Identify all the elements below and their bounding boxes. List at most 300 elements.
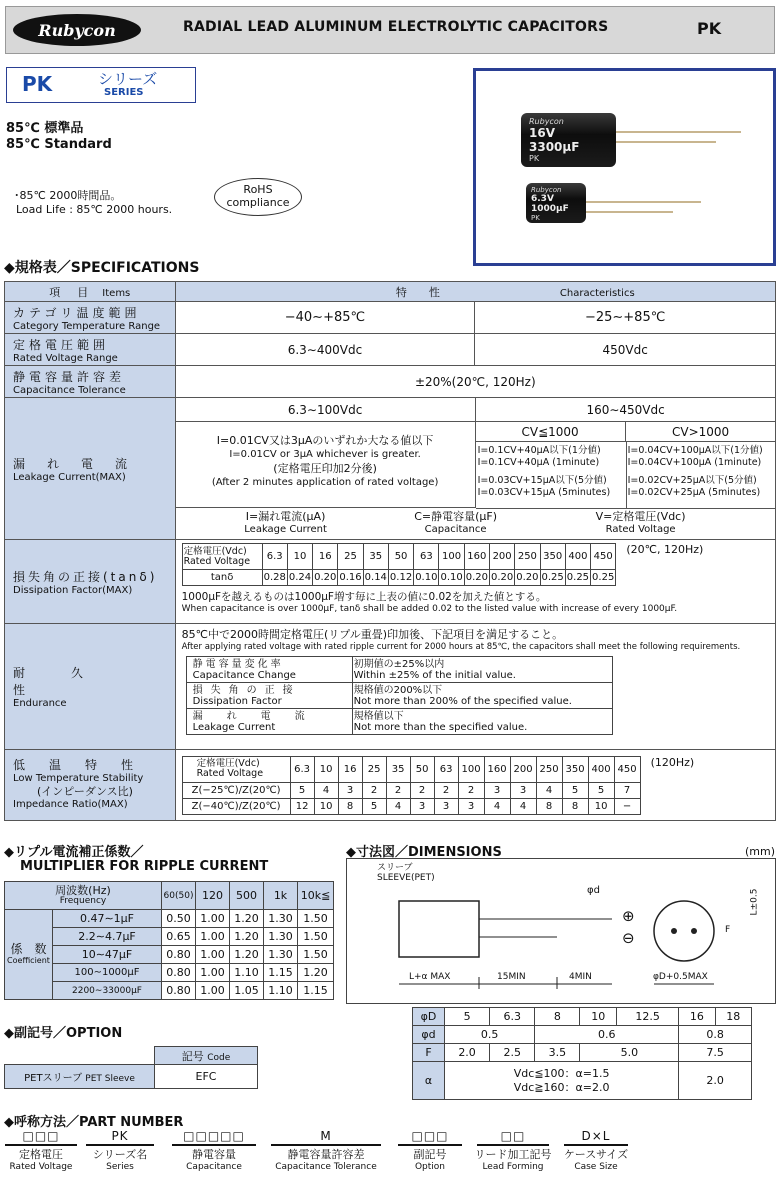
row-cap-tolerance: [5, 366, 176, 398]
dim-F-label: F: [413, 1044, 445, 1062]
option-head-en: Code: [207, 1052, 231, 1063]
lead-diameter-label: φd: [587, 885, 600, 896]
dim-D: 10: [580, 1008, 617, 1026]
leak-b2: I=0.1CV+40μA (1minute): [477, 457, 600, 468]
end-r3-en: Leakage Current: [192, 721, 276, 733]
option-head-ja: 記号: [181, 1049, 204, 1063]
voltage-value-2: 450Vdc: [475, 334, 776, 366]
coefficient-label: [5, 910, 53, 1000]
coef-value: 1.15: [298, 982, 334, 1000]
lt-volt: 160: [484, 756, 510, 782]
lt-value: 4: [536, 782, 562, 798]
end-r3-label: [186, 709, 352, 735]
lead-4min: 4MIN: [569, 972, 592, 982]
dim-F: 3.5: [535, 1044, 580, 1062]
row-rated-voltage: [5, 334, 176, 366]
sleeve-en: SLEEVE(PET): [377, 873, 435, 883]
endurance-table: [186, 656, 613, 735]
row-dissipation: [5, 540, 176, 624]
coef-value: 1.15: [264, 964, 298, 982]
df-rv-ja: 定格電圧(Vdc): [183, 545, 247, 557]
label-en: Dissipation Factor(MAX): [13, 584, 133, 596]
end-r2-value: [352, 683, 612, 709]
leak-a2: I=0.01CV or 3μA whichever is greater.: [229, 449, 421, 460]
part-en: Option: [414, 1162, 446, 1172]
leak-b1: I=0.1CV+40μA以下(1分値): [477, 445, 601, 456]
part-capacitance: [170, 1130, 258, 1174]
voltage-value-1: 6.3∼400Vdc: [175, 334, 475, 366]
lt-rv-ja: 定格電圧(Vdc): [196, 758, 260, 769]
coef-value: 1.00: [196, 982, 230, 1000]
dim-D-label: φD: [413, 1008, 445, 1026]
part-ja: 副記号: [413, 1148, 447, 1161]
diameter-max-label: φD+0.5MAX: [653, 972, 708, 982]
df-volt: 200: [489, 544, 514, 570]
df-volt: 50: [388, 544, 413, 570]
df-value: 0.14: [363, 570, 388, 586]
end-intro-en: After applying rated voltage with rated ripple current for 2000 hours at 85℃, the capacitors shall meet the following requirements.: [181, 642, 741, 652]
dim-F: 2.0: [445, 1044, 490, 1062]
df-volt: 10: [287, 544, 312, 570]
lead-wire: [581, 211, 673, 213]
freq-col: 1k: [264, 882, 298, 910]
cap-series: PK: [531, 214, 540, 222]
end-r1-v1: 初期値の±25%以内: [353, 658, 445, 670]
label-ja-2: (インピーダンス比): [37, 785, 133, 798]
part-ja: リード加工記号: [474, 1148, 552, 1161]
label-ja: 漏れ電流: [13, 456, 150, 471]
lt-volt: 450: [614, 756, 640, 782]
coef-value: 1.30: [264, 910, 298, 928]
capacitor-small: [526, 183, 586, 223]
coef-value: 0.65: [162, 928, 196, 946]
lt-value: 3: [510, 782, 536, 798]
option-label: [5, 1065, 155, 1089]
label-en: Capacitance Tolerance: [13, 384, 126, 396]
series-label-ja: シリーズ: [98, 70, 158, 88]
lt-volt: 63: [434, 756, 458, 782]
leak-a4: (After 2 minutes application of rated voltage): [211, 477, 439, 488]
cap-range: 0.47∼1μF: [53, 910, 162, 928]
end-r3-v2: Not more than the specified value.: [353, 721, 528, 733]
product-photo: [473, 68, 776, 266]
leak-c4: I=0.02CV+25μA (5minutes): [627, 487, 761, 498]
df-value: 0.24: [287, 570, 312, 586]
head-items: [5, 282, 176, 302]
coef-value: 1.00: [196, 928, 230, 946]
leak-formula-b: [478, 445, 626, 499]
part-number-title: ◆呼称方法／PART NUMBER: [4, 1115, 184, 1130]
lt-condition: (120Hz): [650, 755, 695, 769]
lt-value: 3: [410, 798, 434, 814]
leak-formula-c: [628, 445, 776, 499]
df-rv-label: [182, 544, 262, 570]
part-lead-forming: [473, 1130, 553, 1174]
lt-volt: 35: [386, 756, 410, 782]
label-ja: 損失角の正接(tanδ): [13, 569, 158, 584]
lt-value: 5: [562, 782, 588, 798]
df-value: 0.20: [464, 570, 489, 586]
part-code: □□: [500, 1129, 526, 1143]
dim-D: 5: [445, 1008, 490, 1026]
row-low-temp: [5, 750, 176, 821]
lt-value: 8: [338, 798, 362, 814]
lt-value: 5: [588, 782, 614, 798]
part-ja: 定格電圧: [19, 1148, 63, 1161]
length-label: L+α MAX: [409, 972, 451, 982]
cat-temp-value-1: −40∼+85℃: [175, 302, 475, 334]
end-r2-v2: Not more than 200% of the specified value.: [353, 695, 572, 707]
part-code: □□□□□: [183, 1129, 245, 1143]
lt-volt: 25: [362, 756, 386, 782]
ripple-title-ja: ◆リプル電流補正係数／: [4, 845, 144, 860]
l05-label: L±0.5: [749, 888, 760, 916]
part-en: Lead Forming: [482, 1162, 544, 1172]
cap-range: 2200∼33000μF: [53, 982, 162, 1000]
head-char-en: Characteristics: [559, 287, 635, 299]
lt-value: −: [614, 798, 640, 814]
df-value: 0.28: [262, 570, 287, 586]
lt-value: 5: [290, 782, 314, 798]
coef-value: 1.20: [230, 928, 264, 946]
impedance-table: [182, 756, 641, 815]
head-items-en: Items: [102, 287, 131, 299]
dimensions-unit: (mm): [745, 845, 776, 858]
series-label-en: SERIES: [104, 87, 144, 98]
lt-volt: 50: [410, 756, 434, 782]
spec-title: ◆規格表／SPECIFICATIONS: [4, 260, 200, 276]
part-en: Rated Voltage: [9, 1162, 73, 1172]
end-r1-v2: Within ±25% of the initial value.: [353, 669, 516, 681]
df-volt: 6.3: [262, 544, 287, 570]
underline: [86, 1144, 154, 1146]
rohs-badge: [214, 178, 302, 216]
ripple-freq-label: [5, 882, 162, 910]
sleeve-label: [377, 863, 435, 883]
df-value: 0.25: [540, 570, 565, 586]
df-volt: 63: [414, 544, 439, 570]
minus-icon: ⊖: [622, 929, 635, 947]
lt-volt: 200: [510, 756, 536, 782]
lt-value: 8: [536, 798, 562, 814]
coef-value: 1.00: [196, 910, 230, 928]
head-char-ja: 特 性: [395, 285, 440, 299]
head-characteristics: [175, 282, 775, 302]
tolerance-value: ±20%(20℃, 120Hz): [175, 366, 775, 398]
df-note-ja: 1000μFを越えるものは1000μF増す毎に上表の値に0.02を加えた値とする。: [181, 591, 547, 603]
spec-table: [4, 281, 776, 821]
series-code: PK: [22, 72, 53, 96]
dimension-table: [412, 1007, 752, 1100]
lt-value: 3: [484, 782, 510, 798]
lt-value: 3: [434, 798, 458, 814]
dim-d: 0.5: [445, 1026, 535, 1044]
label-en: Leakage Current(MAX): [13, 471, 126, 483]
lt-value: 4: [510, 798, 536, 814]
cap-range: 10∼47μF: [53, 946, 162, 964]
cap-rating: 16V 3300μF: [529, 126, 580, 154]
underline: [398, 1144, 462, 1146]
dim-d: 0.6: [535, 1026, 679, 1044]
option-head: [155, 1047, 258, 1065]
label-en: Rated Voltage Range: [13, 352, 118, 364]
row-category-temp: [5, 302, 176, 334]
leak-a1: I=0.01CV又は3μAのいずれか大なる値以下: [216, 434, 434, 447]
lt-value: 2: [458, 782, 484, 798]
freq-en: Frequency: [59, 895, 107, 906]
coef-value: 1.50: [298, 910, 334, 928]
end-r1-ja: 静電容量変化率: [192, 658, 284, 670]
part-code: □□□: [22, 1129, 60, 1143]
end-r1-en: Capacitance Change: [192, 669, 296, 681]
freq-col: 60(50): [162, 882, 196, 910]
part-ja: 静電容量許容差: [287, 1148, 365, 1161]
lt-value: 7: [614, 782, 640, 798]
underline: [271, 1144, 381, 1146]
part-code: D×L: [581, 1129, 611, 1143]
legend-v-ja: V=定格電圧(Vdc): [595, 510, 686, 523]
coef-value: 1.50: [298, 928, 334, 946]
df-value: 0.25: [591, 570, 616, 586]
coef-value: 1.10: [230, 964, 264, 982]
cap-range: 2.2∼4.7μF: [53, 928, 162, 946]
cap-brand: Rubycon: [529, 117, 564, 126]
df-value: 0.20: [489, 570, 514, 586]
dimension-drawing: [346, 858, 776, 1004]
coef-value: 1.20: [230, 910, 264, 928]
part-ja: 静電容量: [192, 1148, 236, 1161]
lead-wire: [581, 201, 701, 203]
endurance-cell: [175, 624, 775, 750]
dim-D: 16: [679, 1008, 715, 1026]
underline: [564, 1144, 628, 1146]
dim-D: 6.3: [490, 1008, 535, 1026]
lt-value: 12: [290, 798, 314, 814]
end-r2-ja: 損失角の正接: [192, 684, 301, 696]
part-ja: シリーズ名: [92, 1148, 148, 1161]
part-en: Series: [106, 1162, 134, 1172]
dissipation-cell: [175, 540, 775, 624]
label-ja: カテゴリ温度範囲: [13, 305, 141, 320]
lt-value: 3: [338, 782, 362, 798]
end-r3-value: [352, 709, 612, 735]
leak-c1: I=0.04CV+100μA以下(1分値): [627, 445, 763, 456]
part-code: M: [320, 1129, 332, 1143]
option-code: EFC: [155, 1065, 258, 1089]
dim-a3: 2.0: [679, 1062, 752, 1100]
leak-b4: I=0.03CV+15μA (5minutes): [477, 487, 611, 498]
label-en: Category Temperature Range: [13, 320, 161, 332]
coef-value: 0.80: [162, 964, 196, 982]
part-en: Capacitance Tolerance: [275, 1162, 377, 1172]
option-label-ja: PETスリーブ: [24, 1073, 83, 1084]
lead-15min: 15MIN: [497, 972, 526, 982]
coef-value: 1.30: [264, 928, 298, 946]
dim-D: 8: [535, 1008, 580, 1026]
divider: [476, 508, 776, 509]
cap-series: PK: [529, 154, 540, 163]
df-volt: 35: [363, 544, 388, 570]
leak-head-2: 160∼450Vdc: [476, 398, 776, 422]
part-en: Capacitance: [186, 1162, 242, 1172]
label-en-2: Impedance Ratio(MAX): [13, 799, 128, 810]
series-code-header: PK: [697, 19, 722, 38]
coef-value: 1.50: [298, 946, 334, 964]
legend-v: [556, 510, 726, 536]
df-value: 0.16: [338, 570, 363, 586]
end-r2-v1: 規格値の200%以下: [353, 684, 443, 696]
brand-logo: Rubycon: [13, 14, 141, 46]
temp-standard-ja: 85℃ 標準品: [6, 121, 84, 136]
option-title: ◆副記号／OPTION: [4, 1026, 123, 1041]
lt-rv-en: Rated Voltage: [196, 768, 264, 779]
coef-value: 1.00: [196, 964, 230, 982]
label-ja: 定格電圧範囲: [13, 337, 110, 352]
dim-a-formula: [445, 1062, 679, 1100]
coef-ja: 係 数: [10, 941, 47, 956]
label-ja: 低温特性: [13, 758, 158, 772]
dim-d: 0.8: [679, 1026, 752, 1044]
cap-rating: 6.3V 1000μF: [531, 194, 569, 214]
lead-dot: [691, 928, 697, 934]
end-r2-en: Dissipation Factor: [192, 695, 282, 707]
lt-r1-label: Z(−25℃)/Z(20℃): [182, 782, 290, 798]
end-r1-label: [186, 657, 352, 683]
lt-r2-label: Z(−40℃)/Z(20℃): [182, 798, 290, 814]
end-intro-ja: 85℃中で2000時間定格電圧(リプル重畳)印加後、下記項目を満足すること。: [181, 628, 564, 641]
underline: [172, 1144, 256, 1146]
lt-volt: 400: [588, 756, 614, 782]
rohs-compliance: compliance: [226, 196, 290, 209]
lt-volt: 100: [458, 756, 484, 782]
lead-wire: [611, 131, 741, 133]
df-value: 0.10: [439, 570, 464, 586]
dim-a2: Vdc≧160：α=2.0: [513, 1080, 610, 1094]
label-en: Endurance: [13, 698, 67, 709]
lt-value: 2: [362, 782, 386, 798]
df-value: 0.25: [565, 570, 590, 586]
cap-brand: Rubycon: [531, 186, 562, 194]
underline: [5, 1144, 77, 1146]
leakage-cell: [175, 398, 775, 540]
leak-cv-le: CV≦1000: [476, 422, 626, 442]
dim-D: 12.5: [617, 1008, 679, 1026]
lt-volt: 350: [562, 756, 588, 782]
lt-rv-label: [182, 756, 290, 782]
lt-volt: 6.3: [290, 756, 314, 782]
df-tan-label: tanδ: [182, 570, 262, 586]
coef-value: 1.20: [298, 964, 334, 982]
f-label: F: [725, 925, 731, 935]
lt-value: 10: [588, 798, 614, 814]
lt-value: 2: [410, 782, 434, 798]
leak-b3: I=0.03CV+15μA以下(5分値): [477, 475, 607, 486]
temp-standard-en: 85℃ Standard: [6, 137, 112, 152]
lt-value: 4: [484, 798, 510, 814]
df-volt: 450: [591, 544, 616, 570]
head-items-ja: 項 目: [49, 285, 92, 299]
coef-value: 1.05: [230, 982, 264, 1000]
df-volt: 250: [515, 544, 540, 570]
df-value: 0.20: [313, 570, 338, 586]
leak-cv-gt: CV>1000: [626, 422, 776, 442]
dim-D: 18: [715, 1008, 751, 1026]
part-ja: ケースサイズ: [563, 1148, 629, 1161]
part-tolerance: [266, 1130, 386, 1174]
part-code: □□□: [411, 1129, 449, 1143]
dim-a-label: α: [413, 1062, 445, 1100]
lt-value: 10: [314, 798, 338, 814]
plus-icon: ⊕: [622, 907, 635, 925]
tan-delta-table: [182, 543, 617, 586]
dim-a1: Vdc≦100：α=1.5: [513, 1066, 610, 1080]
part-series: [84, 1130, 156, 1174]
low-temp-cell: [175, 750, 775, 821]
lt-value: 4: [386, 798, 410, 814]
lt-value: 2: [386, 782, 410, 798]
end-r1-value: [352, 657, 612, 683]
coef-value: 1.00: [196, 946, 230, 964]
capacitor-large: [521, 113, 616, 167]
legend-c: [376, 510, 536, 536]
part-en: Case Size: [574, 1162, 618, 1172]
freq-col: 10k≦: [298, 882, 334, 910]
coef-value: 1.20: [230, 946, 264, 964]
label-ja: 静電容量許容差: [13, 369, 126, 384]
df-rv-en: Rated Voltage: [183, 555, 251, 567]
lt-value: 8: [562, 798, 588, 814]
part-option: [395, 1130, 465, 1174]
part-rated-voltage: [4, 1130, 78, 1174]
end-r3-ja: 漏れ電流: [192, 710, 329, 722]
coef-value: 0.80: [162, 982, 196, 1000]
lt-volt: 250: [536, 756, 562, 782]
df-value: 0.10: [414, 570, 439, 586]
df-value: 0.12: [388, 570, 413, 586]
coef-value: 0.50: [162, 910, 196, 928]
divider: [626, 442, 627, 508]
lt-volt: 10: [314, 756, 338, 782]
rohs-text: RoHS: [243, 183, 273, 196]
dim-F: 5.0: [580, 1044, 679, 1062]
lt-value: 3: [458, 798, 484, 814]
coef-en: Coefficient: [7, 955, 50, 965]
leak-c2: I=0.04CV+100μA (1minute): [627, 457, 762, 468]
option-label-en: PET Sleeve: [85, 1074, 135, 1084]
legend-i: [206, 510, 366, 536]
blank: [5, 1047, 155, 1065]
sleeve-ja: スリーブ: [377, 863, 413, 873]
end-r2-label: [186, 683, 352, 709]
df-volt: 400: [565, 544, 590, 570]
df-volt: 160: [464, 544, 489, 570]
cap-range: 100∼1000μF: [53, 964, 162, 982]
lead-wire: [611, 141, 716, 143]
row-endurance: [5, 624, 176, 750]
df-volt: 25: [338, 544, 363, 570]
df-volt: 16: [313, 544, 338, 570]
legend-i-ja: I=漏れ電流(μA): [245, 510, 326, 523]
leak-a3: (定格電圧印加2分後): [273, 462, 377, 475]
capacitor-body: [399, 901, 479, 957]
lead-dot: [671, 928, 677, 934]
legend-v-en: Rated Voltage: [605, 524, 676, 535]
part-code: PK: [111, 1129, 129, 1143]
df-note-en: When capacitance is over 1000μF, tanδ shall be added 0.02 to the listed value with increase of every 1000μF.: [181, 604, 678, 614]
dim-F: 7.5: [679, 1044, 752, 1062]
dimensions-title: ◆寸法図／DIMENSIONS: [346, 845, 502, 860]
lt-volt: 16: [338, 756, 362, 782]
